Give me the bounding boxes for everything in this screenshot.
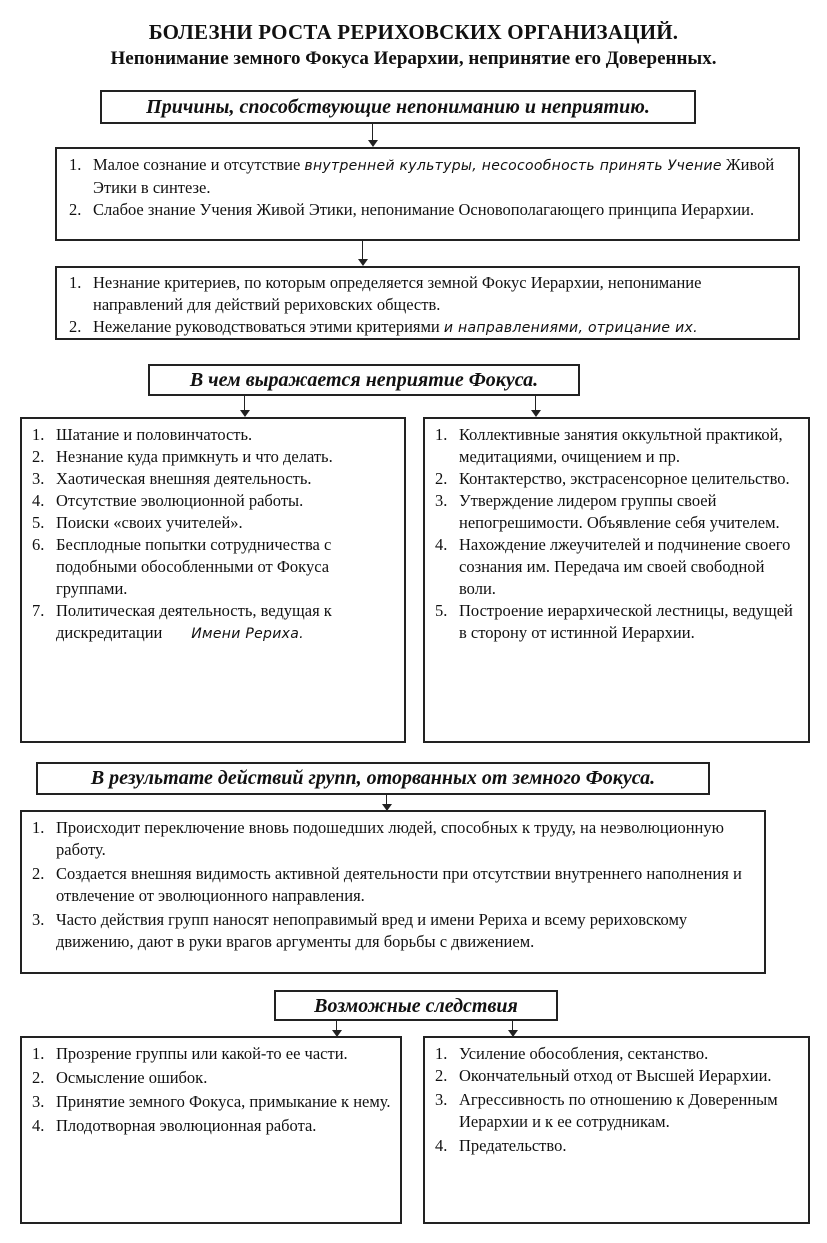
results-box [20,810,766,974]
list-item: 3. Хаотическая внешняя деятельность. [32,469,312,488]
manifestation-right-list [425,424,800,644]
list-item: 7. Политическая деятельность, ведущая к дискредитации Имени Рериха. [32,601,332,642]
list-item: 2. Осмысление ошибок. [32,1068,208,1087]
list-item: 1. Малое сознание и отсутствие внутренней культуры, несосообность принять Учение Живой Этики в синтезе. [69,155,775,197]
list-item: 4. Предательство. [435,1136,567,1155]
consequences-right-list [425,1043,800,1157]
list-item: 4. Нахождение лжеучителей и подчинение своего сознания им. Передача им своей свободной воли. [435,535,791,598]
page-title: БОЛЕЗНИ РОСТА РЕРИХОВСКИХ ОРГАНИЗАЦИЙ. [148,20,679,44]
list-item: 4. Отсутствие эволюционной работы. [32,491,304,510]
connector-line [372,124,373,141]
arrow-down-icon [240,410,250,417]
consequences-header-text: Возможные следствия [314,995,518,1017]
list-item: 4. Плодотворная эволюционная работа. [32,1116,317,1135]
connector-line [535,396,536,411]
list-item: 1. Усиление обособления, сектанство. [435,1044,709,1063]
list-item: 3. Утверждение лидером группы своей непогрешимости. Объявление себя учителем. [435,491,780,532]
manifestation-header [148,364,580,396]
causes-header [100,90,696,124]
causes-list-2 [59,272,790,339]
connector-line [244,396,245,411]
arrow-down-icon [358,259,368,266]
list-item: 1. Коллективные занятия оккультной практикой, медитациями, очищением и пр. [435,425,783,466]
list-item: 6. Бесплодные попытки сотрудничества с подобными обособленными от Фокуса группами. [32,535,332,598]
list-item: 2. Нежелание руководствоваться этими критериями и направлениями, отрицание их. [69,317,698,336]
list-item: 2. Контактерство, экстрасенсорное целительство. [435,469,790,488]
list-item: 3. Принятие земного Фокуса, примыкание к нему. [32,1092,391,1111]
page-subtitle: Непонимание земного Фокуса Иерархии, непринятие его Доверенных. [110,48,717,69]
list-item: 1. Прозрение группы или какой-то ее части. [32,1044,348,1063]
consequences-left-list [22,1043,392,1137]
list-item: 2. Создается внешняя видимость активной деятельности при отсутствии внутреннего наполнения и отвлечение от эволюционного направления. [32,864,742,905]
list-item: 3. Агрессивность по отношению к Доверенным Иерархии и к ее сотрудникам. [435,1090,778,1131]
manifestation-left-box [20,417,406,743]
handwritten-note: внутренней культуры, несосообность принять Учение [304,158,722,174]
causes-header-text: Причины, способствующие непониманию и неприятию. [146,96,650,118]
list-item: 2. Окончательный отход от Высшей Иерархии. [435,1066,772,1085]
manifestation-header-text: В чем выражается неприятие Фокуса. [189,369,539,391]
causes-box-2 [55,266,800,340]
list-item: 5. Поиски «своих учителей». [32,513,243,532]
consequences-header [274,990,558,1021]
list-item: 3. Часто действия групп наносят непоправимый вред и имени Рериха и всему рериховскому движению, дают в руки врагов аргументы для борьбы с движением. [32,910,688,951]
list-item: 1. Происходит переключение вновь подошедших людей, способных к труду, на неэволюционную работу. [32,818,724,859]
list-item: 2. Незнание куда примкнуть и что делать. [32,447,333,466]
list-item: 1. Незнание критериев, по которым определяется земной Фокус Иерархии, непонимание направлений для действий рериховских обществ. [69,273,702,314]
list-item: 1. Шатание и половинчатость. [32,425,253,444]
results-header-text: В результате действий групп, оторванных от земного Фокуса. [90,767,656,789]
arrow-down-icon [368,140,378,147]
causes-box-1 [55,147,800,241]
list-item: 2. Слабое знание Учения Живой Этики, непонимание Основополагающего принципа Иерархии. [69,200,755,219]
manifestation-left-list [22,424,396,645]
list-item: 5. Построение иерархической лестницы, ведущей в сторону от истинной Иерархии. [435,601,793,642]
arrow-down-icon [531,410,541,417]
causes-list-1 [59,154,790,221]
manifestation-right-box [423,417,810,743]
results-header [36,762,710,795]
consequences-right-box [423,1036,810,1224]
consequences-left-box [20,1036,402,1224]
handwritten-note: и направлениями, отрицание их. [443,320,698,336]
handwritten-note: Имени Рериха. [191,626,304,642]
connector-line [362,241,363,261]
results-list [22,817,756,953]
